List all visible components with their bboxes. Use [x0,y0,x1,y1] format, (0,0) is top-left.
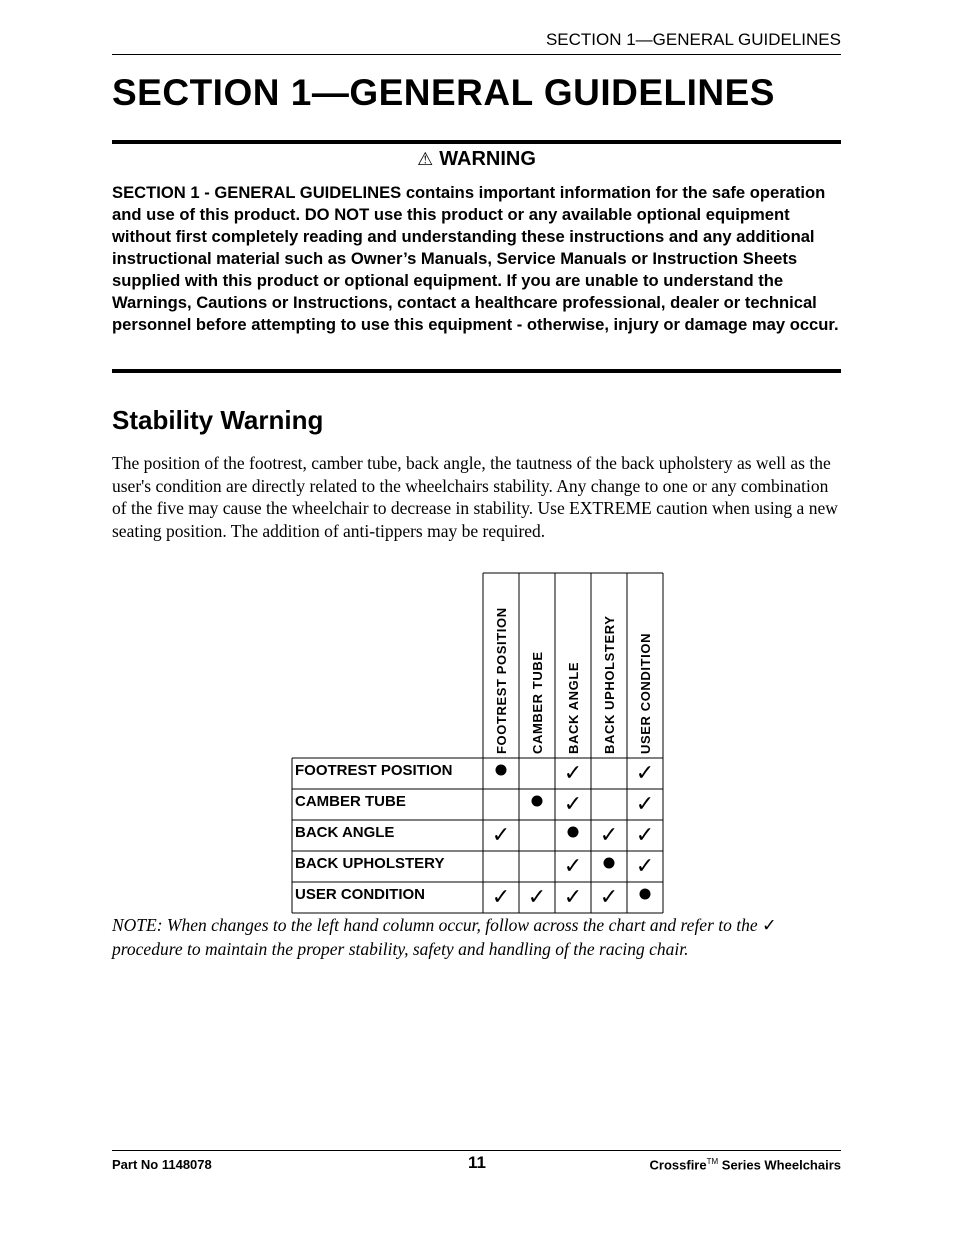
chart-check-mark: ✓ [491,823,511,848]
note-text-before: NOTE: When changes to the left hand column occur, follow across the chart and refer to the [112,915,763,935]
chart-check-mark: ✓ [563,761,583,786]
running-header: SECTION 1—GENERAL GUIDELINES [112,30,841,55]
footer-product-suffix: Series Wheelchairs [718,1157,841,1173]
stability-paragraph: The position of the footrest, camber tube, back angle, the tautness of the back upholstery as well as the user's condition are directly related to the wheelchairs stability. Any change to one or any combination of the five may cause the wheelchair to decrease in stability. Use EXTREME caution when using a new seating position. The addition of anti-tippers may be required. [112,453,838,541]
footer-part-number: Part No 1148078 [112,1157,212,1172]
chart-dot-mark [640,889,651,900]
chart-column-header: BACK ANGLE [566,661,581,754]
chart-check-mark: ✓ [635,854,655,879]
chart-check-mark: ✓ [599,823,619,848]
chart-row-label: BACK ANGLE [295,824,395,841]
note-check-icon: ✓ [762,916,777,936]
chart-dot-mark [568,827,579,838]
warning-triangle-icon: ⚠ [417,149,434,170]
chart-column-header: CAMBER TUBE [530,651,545,754]
chart-check-mark: ✓ [563,885,583,910]
warning-text-1: contains important information for the safe operation and use of this product. [112,183,826,224]
footer-trademark: TM [706,1157,719,1166]
chart-dot-mark [532,796,543,807]
chart-check-mark: ✓ [491,885,511,910]
chart-column-header: BACK UPHOLSTERY [602,615,617,754]
warning-text-2: use this product or any available optional equipment without first completely reading and understanding these instructions and any additional instructional material such as Owner’s Manuals, Service Manuals or Instruction Sheets supplied with this product or optional equipment. If you are unable to understand the Warnings, Cautions or Instructions, contact a healthcare professional, dealer or technical personnel before attempting to use this equipment - otherwise, injury or damage may occur. [112,205,839,334]
footer-page-number: 11 [468,1153,486,1172]
footer-product [650,1157,841,1172]
chart-check-mark: ✓ [563,854,583,879]
chart-row-label: USER CONDITION [295,886,426,903]
chart-dot-mark [604,858,615,869]
chart-check-mark: ✓ [635,823,655,848]
chart-row-label: CAMBER TUBE [295,793,406,810]
chart-column-header: USER CONDITION [638,632,653,754]
warning-heading-label: WARNING [439,148,536,170]
page-title: SECTION 1—GENERAL GUIDELINES [112,72,775,113]
stability-heading: Stability Warning [112,405,324,435]
warning-emphasis: DO NOT [304,205,370,224]
chart-check-mark: ✓ [635,792,655,817]
chart-check-mark: ✓ [563,792,583,817]
chart-note [112,914,841,961]
warning-lead: SECTION 1 - GENERAL GUIDELINES [112,183,402,202]
footer-rule [112,1150,841,1151]
chart-column-header: FOOTREST POSITION [494,607,509,754]
footer-product-name: Crossfire [649,1157,707,1173]
chart-check-mark: ✓ [599,885,619,910]
note-text-after: procedure to maintain the proper stability, safety and handling of the racing chair. [112,939,689,959]
chart-dot-mark [496,765,507,776]
chart-row-label: BACK UPHOLSTERY [295,855,445,872]
chart-row-label: FOOTREST POSITION [295,762,453,779]
chart-check-mark: ✓ [635,761,655,786]
chart-check-mark: ✓ [527,885,547,910]
